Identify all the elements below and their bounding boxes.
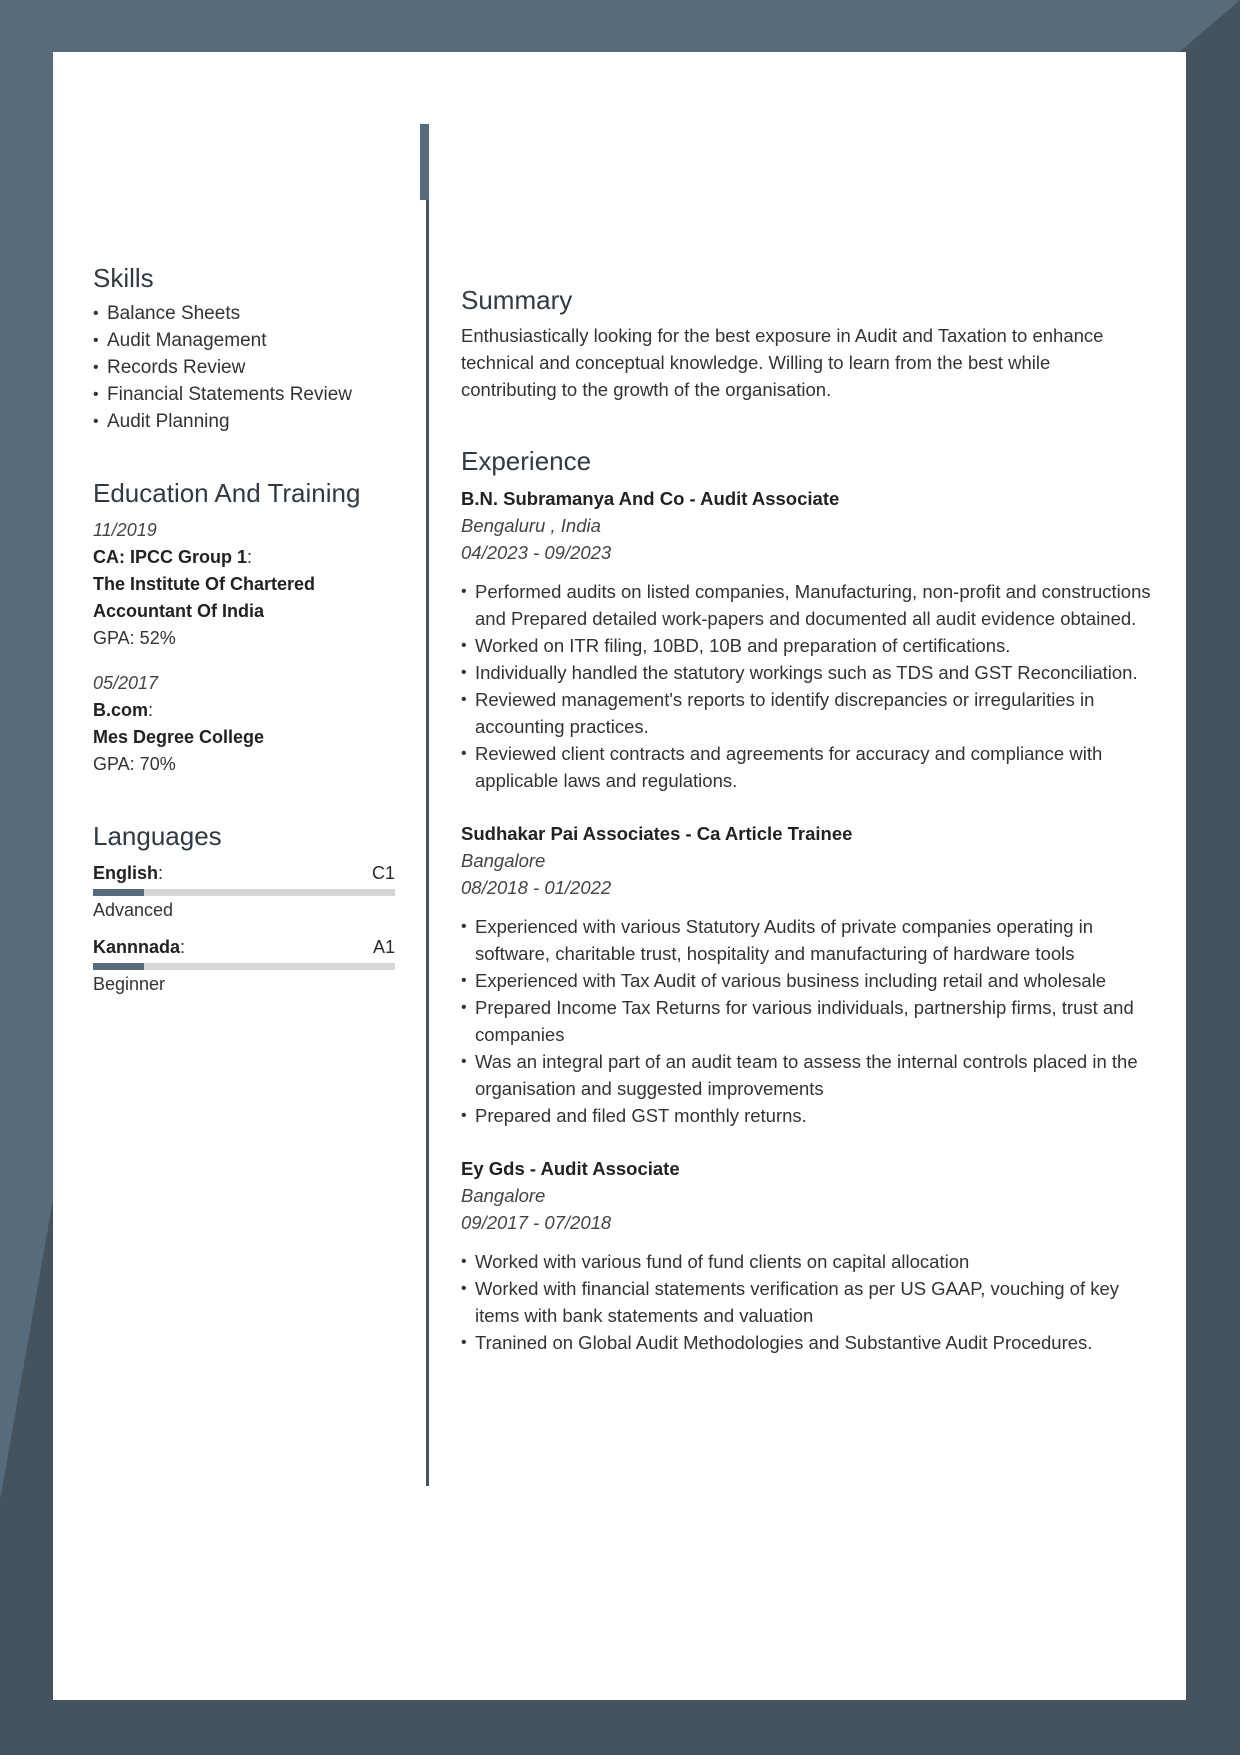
job-bullet: • Was an integral part of an audit team to assess the internal controls placed in the organisation and suggested improvements (461, 1048, 1151, 1102)
education-item: 05/2017 B.com: Mes Degree College GPA: 70% (93, 670, 395, 778)
language-level: Advanced (93, 900, 174, 920)
skill-item: • Financial Statements Review (93, 381, 395, 408)
language-bar (93, 963, 395, 970)
left-column (93, 260, 395, 998)
skills-section (93, 260, 395, 435)
language-item: Kannnada: A1 Beginner (93, 934, 395, 998)
divider-accent (420, 124, 429, 200)
job-location: Bangalore (461, 850, 546, 871)
language-item: English: C1 Advanced (93, 860, 395, 924)
summary-section (461, 282, 1151, 403)
education-gpa: GPA: 52% (93, 628, 176, 648)
summary-heading: Summary (461, 285, 573, 315)
language-name: English (93, 863, 159, 883)
job-title: Ey Gds - Audit Associate (461, 1158, 680, 1179)
language-level: Beginner (93, 974, 166, 994)
job-location: Bangalore (461, 1185, 546, 1206)
job-entry (461, 820, 1151, 1129)
education-date: 05/2017 (93, 673, 159, 693)
job-bullet: • Prepared and filed GST monthly returns. (461, 1102, 1151, 1129)
job-bullets (461, 1248, 1151, 1356)
education-date: 11/2019 (93, 520, 157, 540)
job-bullet: • Reviewed management's reports to identify discrepancies or irregularities in accounting practices. (461, 686, 1151, 740)
job-entry (461, 1155, 1151, 1356)
education-item: 11/2019 CA: IPCC Group 1: The Institute Of Chartered Accountant Of India GPA: 52% (93, 517, 395, 652)
skill-item: • Balance Sheets (93, 300, 395, 327)
job-bullet: • Worked on ITR filing, 10BD, 10B and preparation of certifications. (461, 632, 1151, 659)
job-bullet: • Performed audits on listed companies, Manufacturing, non-profit and constructions and Prepared detailed work-papers and documented all audit evidence obtained. (461, 578, 1151, 632)
languages-section (93, 818, 395, 998)
skill-item: • Audit Planning (93, 408, 395, 435)
job-bullet: • Experienced with various Statutory Audits of private companies operating in software, charitable trust, hospitality and manufacturing of hardware tools (461, 913, 1151, 967)
skill-item: • Audit Management (93, 327, 395, 354)
languages-heading: Languages (93, 821, 222, 851)
skill-item: • Records Review (93, 354, 395, 381)
education-degree: CA: IPCC Group 1 (93, 547, 248, 567)
skills-heading: Skills (93, 263, 154, 293)
language-bar (93, 889, 395, 896)
resume-sheet (53, 52, 1186, 1700)
job-location: Bengaluru , India (461, 515, 601, 536)
job-bullet: • Worked with financial statements verification as per US GAAP, vouching of key items with bank statements and valuation (461, 1275, 1151, 1329)
summary-text: Enthusiastically looking for the best exposure in Audit and Taxation to enhance technical and conceptual knowledge. Willing to learn from the best while contributing to the growth of the organisation. (461, 325, 1104, 400)
language-code: C1 (371, 863, 395, 883)
skills-list (93, 300, 395, 435)
education-gpa: GPA: 70% (93, 754, 176, 774)
experience-heading: Experience (461, 446, 592, 476)
education-section (93, 475, 395, 778)
job-dates: 09/2017 - 07/2018 (461, 1212, 612, 1233)
job-title: Sudhakar Pai Associates - Ca Article Trainee (461, 823, 853, 844)
job-bullet: • Prepared Income Tax Returns for various individuals, partnership firms, trust and companies (461, 994, 1151, 1048)
language-bar-fill (93, 963, 144, 970)
language-code: A1 (372, 937, 395, 957)
right-column (461, 282, 1151, 1356)
job-bullet: • Reviewed client contracts and agreements for accuracy and compliance with applicable laws and regulations. (461, 740, 1151, 794)
language-bar-fill (93, 889, 144, 896)
job-bullet: • Experienced with Tax Audit of various business including retail and wholesale (461, 967, 1151, 994)
education-institution: Mes Degree College (93, 727, 265, 747)
job-bullet: • Worked with various fund of fund clients on capital allocation (461, 1248, 1151, 1275)
language-name: Kannnada (93, 937, 181, 957)
job-dates: 04/2023 - 09/2023 (461, 542, 612, 563)
experience-section (461, 443, 1151, 1356)
job-bullet: • Tranined on Global Audit Methodologies and Substantive Audit Procedures. (461, 1329, 1151, 1356)
education-degree: B.com (93, 700, 149, 720)
job-bullets (461, 578, 1151, 794)
column-divider (426, 124, 429, 1486)
job-bullets (461, 913, 1151, 1129)
job-title: B.N. Subramanya And Co - Audit Associate (461, 488, 840, 509)
education-heading: Education And Training (93, 478, 361, 508)
job-entry (461, 485, 1151, 794)
job-dates: 08/2018 - 01/2022 (461, 877, 612, 898)
education-institution: The Institute Of Chartered Accountant Of India (93, 574, 316, 621)
job-bullet: • Individually handled the statutory workings such as TDS and GST Reconciliation. (461, 659, 1151, 686)
